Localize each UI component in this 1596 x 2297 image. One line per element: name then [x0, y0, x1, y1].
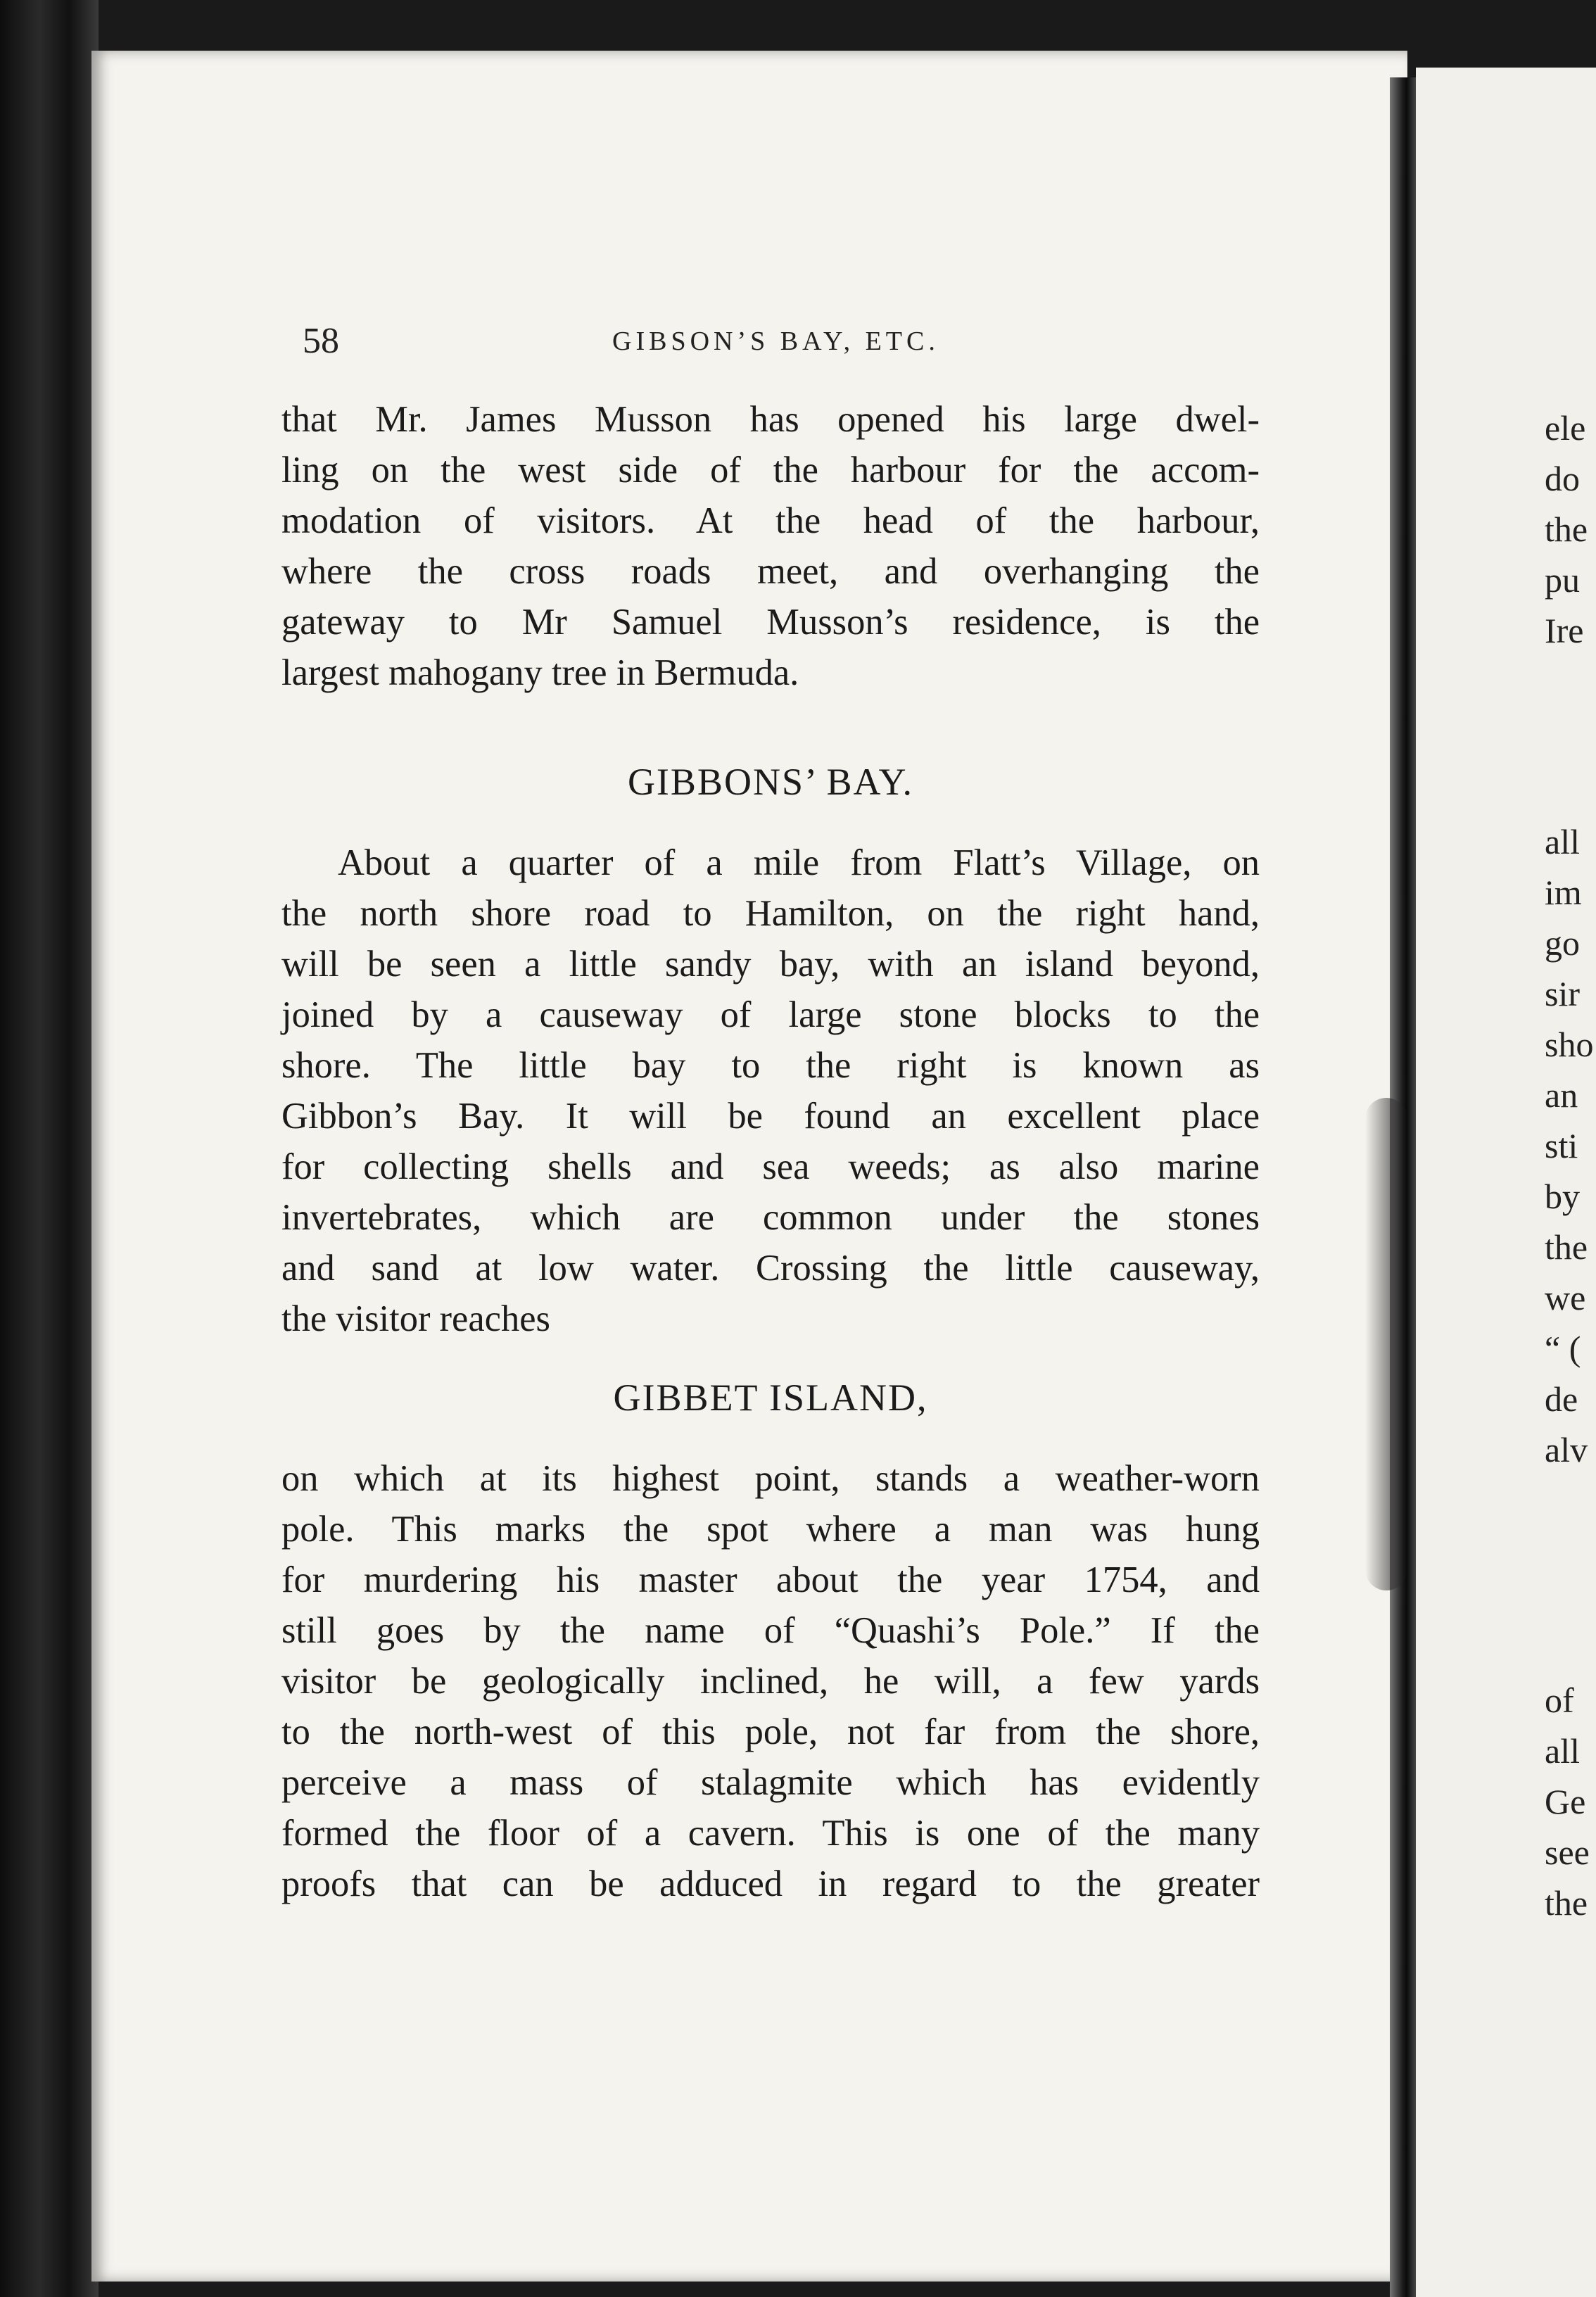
facing-fragment: “ ( [1545, 1329, 1581, 1368]
facing-fragment: sir [1545, 974, 1580, 1013]
facing-fragment: see [1545, 1833, 1590, 1872]
facing-fragment: of [1545, 1681, 1574, 1720]
facing-fragment: Ire [1545, 611, 1584, 650]
text-line: perceive a mass of stalagmite which has evidently [281, 1762, 1260, 1803]
paper-tear [1365, 1098, 1407, 1590]
facing-fragment: all [1545, 1731, 1580, 1771]
facing-fragment: the [1545, 1227, 1588, 1267]
section-gibbons-bay-text [281, 837, 1260, 1344]
text-line: formed the floor of a cavern. This is one of the many [281, 1813, 1260, 1854]
facing-fragment: alv [1545, 1430, 1588, 1469]
running-head [303, 320, 1288, 362]
text-line: where the cross roads meet, and overhanging the [281, 551, 1260, 592]
facing-fragment: pu [1545, 560, 1580, 600]
text-line: modation of visitors. At the head of the harbour, [281, 500, 1260, 541]
text-line: the north shore road to Hamilton, on the right hand, [281, 893, 1260, 934]
text-line: and sand at low water. Crossing the little causeway, [281, 1248, 1260, 1289]
scan-book-edge [0, 0, 99, 2297]
facing-fragment: de [1545, 1379, 1578, 1419]
text-line: on which at its highest point, stands a weather-worn [281, 1458, 1260, 1499]
text-line: still goes by the name of “Quashi’s Pole.” If the [281, 1610, 1260, 1651]
text-line: for murdering his master about the year 1754, and [281, 1559, 1260, 1600]
text-line: for collecting shells and sea weeds; as also marine [281, 1146, 1260, 1187]
text-line: joined by a causeway of large stone blocks to the [281, 994, 1260, 1035]
facing-fragment: sho [1545, 1025, 1594, 1064]
facing-page-fragments-2 [1545, 816, 1596, 1475]
running-head-title: GIBSON’S BAY, ETC. [612, 327, 939, 356]
text-line: to the north-west of this pole, not far from the shore, [281, 1711, 1260, 1752]
facing-fragment: Ge [1545, 1782, 1586, 1821]
facing-fragment: an [1545, 1075, 1578, 1115]
text-line: shore. The little bay to the right is known as [281, 1045, 1260, 1086]
text-line: ling on the west side of the harbour for the accom- [281, 450, 1260, 491]
text-line: proofs that can be adduced in regard to the greater [281, 1863, 1260, 1904]
facing-page-fragments-3 [1545, 1675, 1596, 1928]
text-line: that Mr. James Musson has opened his large dwel- [281, 399, 1260, 440]
text-line: invertebrates, which are common under the stones [281, 1197, 1260, 1238]
facing-fragment: ele [1545, 408, 1586, 448]
opening-paragraph [281, 394, 1260, 698]
page-number: 58 [303, 321, 339, 361]
facing-fragment: the [1545, 510, 1588, 549]
text-line: About a quarter of a mile from Flatt’s Village, on [338, 842, 1260, 883]
text-line: Gibbon’s Bay. It will be found an excellent place [281, 1096, 1260, 1137]
facing-fragment: sti [1545, 1126, 1578, 1165]
text-line: pole. This marks the spot where a man was hung [281, 1509, 1260, 1550]
text-line: largest mahogany tree in Bermuda. [281, 652, 799, 693]
section-gibbet-island-text [281, 1453, 1260, 1909]
facing-page-fragments-1 [1545, 403, 1596, 656]
facing-fragment: im [1545, 873, 1582, 912]
text-line: visitor be geologically inclined, he will, a few yards [281, 1661, 1260, 1702]
text-line: the visitor reaches [281, 1298, 550, 1339]
section-heading-gibbons-bay: GIBBONS’ BAY. [627, 761, 914, 803]
facing-fragment: go [1545, 923, 1580, 963]
facing-fragment: the [1545, 1883, 1588, 1923]
text-line: will be seen a little sandy bay, with an island beyond, [281, 944, 1260, 985]
facing-fragment: do [1545, 459, 1580, 498]
facing-fragment: we [1545, 1278, 1586, 1317]
section-heading-gibbet-island: GIBBET ISLAND, [613, 1377, 928, 1419]
facing-fragment: by [1545, 1177, 1580, 1216]
facing-fragment: all [1545, 822, 1580, 861]
text-line: gateway to Mr Samuel Musson’s residence, is the [281, 602, 1260, 643]
